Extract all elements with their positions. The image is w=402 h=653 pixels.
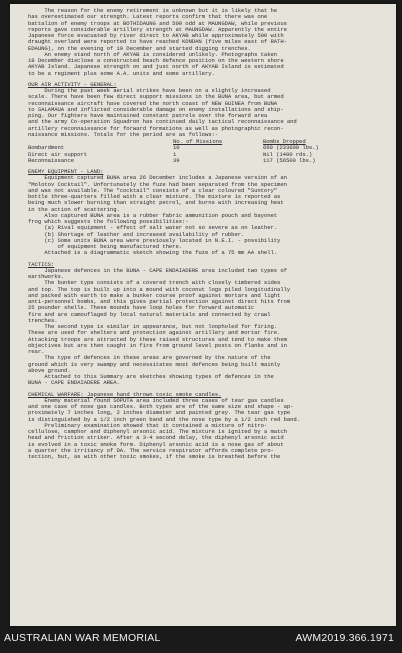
text-line: 18 December disclose a constructed beach defence position on the western shore xyxy=(28,58,284,64)
text-line: During the past week aerial strikes have been on a slightly increased xyxy=(28,88,271,94)
text-line: is distinguished by a 1/2 inch green band and the nose type by a 1/2 inch red band. xyxy=(28,416,300,423)
text-line: EDAUNG), on the evening of 19 December and started digging trenches. xyxy=(28,45,251,52)
tactics-heading: TACTICS: xyxy=(28,261,55,268)
text-line: Japanese force evacuated by river direct to AKYAB while approximately 500 with xyxy=(28,33,284,39)
tactics-section xyxy=(28,268,383,387)
document-page xyxy=(10,4,396,626)
text-line: and top. The top is built up into a mound with coconut logs piled longitudinally xyxy=(28,286,291,293)
chemical-warfare-section xyxy=(28,398,383,461)
text-line: reports gave considerable artillery strength at MAUNGDAW. Apparently the entire xyxy=(28,26,287,33)
text-line: is evolved in a toxic smoke form. Diphenyl arsonic acid is a nose gas of about xyxy=(28,441,284,448)
table-cell: Direct air support xyxy=(28,150,87,158)
text-line: trenches. xyxy=(28,317,58,324)
text-line: and packed with earth to make a bunker course proof against mortars and light xyxy=(28,292,281,299)
institution-label: AUSTRALIAN WAR MEMORIAL xyxy=(4,632,161,644)
intro-section xyxy=(28,8,383,77)
table-cell: Bombardment xyxy=(28,144,65,152)
text-line: (b) Shortage of leather and increased availability of rubber. xyxy=(28,231,245,238)
text-line: The second type is similar in appearance, but not loopholed for firing. xyxy=(28,324,278,330)
text-line: fire and are camouflaged by local natural materials and connected by crawl xyxy=(28,311,271,318)
text-line: An enemy stand north of AKYAB is considered unlikely. Photographs taken xyxy=(28,51,278,58)
text-line: to SALAMAUA and inflicted considerable damage on enemy installations and ship- xyxy=(28,106,284,113)
text-line: battalion of enemy troops at BOTHIDAUNG and 500 odd at MAUNGDAW, while previous xyxy=(28,20,287,27)
text-line: reconnaissance aircraft have covered the north coast of NEW GUINEA from BUNA xyxy=(28,100,278,107)
text-line: earthworks. xyxy=(28,274,65,280)
text-line: BUNA - CAPE ENDAIADERE AREA. xyxy=(28,380,120,387)
table-cell: 1 xyxy=(173,150,177,158)
text-line: The type of defences in these areas are governed by the nature of the xyxy=(28,355,271,362)
text-line: frog which suggests the following possibilities:- xyxy=(28,219,189,225)
table-cell: 10 xyxy=(173,144,180,152)
text-line: head and friction striker. After a 3-4 second delay, the diphenyl arsonic acid xyxy=(28,435,284,442)
archive-footer xyxy=(0,631,402,645)
text-line: Attached to this Summary are sketches showing types of defences in the xyxy=(28,374,274,380)
text-line: proximately 7 inches long, 2 inches diameter and painted grey. The tear gas type xyxy=(28,410,291,417)
table-header: No. of Missions xyxy=(173,138,223,145)
reference-number: AWM2019.366.1971 xyxy=(295,632,394,644)
text-line: to be a regiment plus some A.A. units and some artillery. xyxy=(28,70,215,77)
table-cell: Reconnaissance xyxy=(28,156,74,164)
table-cell: 660 (233600 lbs.) xyxy=(263,144,319,152)
text-line: and was not available. The "cocktail" consists of a clear coloured "Suntory" xyxy=(28,187,278,194)
text-line: "Molotov Cocktail". Unfortunately the fuze had been separated from the specimen xyxy=(28,181,287,188)
typed-text xyxy=(28,8,383,460)
text-line: rear. xyxy=(28,349,45,355)
text-line: naissance missions. Totals for the period are as follows:- xyxy=(28,131,219,138)
text-line: tection, but, as with other toxic smokes, if the smoke is breathed before the xyxy=(28,454,281,460)
text-line: Equipment captured BUNA area 26 December includes a Japanese version of an xyxy=(28,175,287,182)
text-line: being much slower burning than straight petrol, and burns with increasing heat xyxy=(28,200,284,207)
text-line: Enemy material found SOPUTA area included three cases of tear gas candles xyxy=(28,397,284,404)
text-line: in the action of scattering. xyxy=(28,206,120,213)
text-line: The bunker type consists of a covered trench with closely timbered sides xyxy=(28,280,281,287)
text-line: Preliminary examination showed that it contained a mixture of nitro- xyxy=(28,422,268,429)
text-line: Also captured BUNA area is a rubber fabric ammunition pouch and bayonet xyxy=(28,212,278,219)
enemy-equipment-heading: ENEMY EQUIPMENT - LAND: xyxy=(28,169,104,175)
text-line: bottle three-quarters filled with a clear mixture. The mixture is reported as xyxy=(28,194,281,200)
text-line: draught overland were reported to have reached KONDAN (five miles east of RATH- xyxy=(28,39,287,46)
table-cell: 39 xyxy=(173,156,180,164)
text-line: AKYAB Island. Japanese strength on and just north of AKYAB Island is estimated xyxy=(28,64,284,71)
text-line: scale. There have been few direct support missions in the BUNA area, but armed xyxy=(28,94,284,101)
air-activity-section xyxy=(28,88,383,138)
chemical-warfare-subject: Japanese hand thrown toxic smoke candles. xyxy=(83,391,222,398)
text-line: and the army Co-operation Squadron has continued daily tactical reconnaissance and xyxy=(28,119,297,126)
text-line: 25 pounder shells. These mounds have loop holes for forward automatic xyxy=(28,305,255,312)
chemical-warfare-heading: CHEMICAL WARFARE: xyxy=(28,391,84,398)
text-line: above ground. xyxy=(28,367,71,374)
table-header: Bombs Dropped xyxy=(263,138,306,145)
text-line: of equipment being manufactured there. xyxy=(28,244,183,250)
text-line: artillery reconnaissance for forward formations as well as photographic recon- xyxy=(28,125,284,132)
text-line: ping. Our fighters have maintained constant patrols over the forward area xyxy=(28,113,268,119)
text-line: Attacking troops are attracted by these raised structures and tend to make them xyxy=(28,336,287,343)
text-line: Japanese defences in the BUNA - CAPE ENDAIADERE area included two types of xyxy=(28,267,287,274)
text-line: a quarter the irritancy of DA. The service respirator affords complete pro- xyxy=(28,447,274,454)
text-line: Attached is a diagrammatic sketch showing the fuze of a 75 mm AA shell. xyxy=(28,250,278,257)
enemy-equipment-section xyxy=(28,175,383,256)
text-line: ground which is very swampy and necessitates most defences being built mainly xyxy=(28,361,281,368)
table-cell: Nil (1400 rds.) xyxy=(263,150,313,158)
text-line: objectives but are then caught in fire from ground level posts on flanks and in xyxy=(28,342,287,349)
table-cell: 117 (56500 lbs.) xyxy=(263,156,316,164)
text-line: (c) Some units BUNA area were previously located in N.E.I. - possibility xyxy=(28,237,281,244)
missions-table xyxy=(28,139,383,164)
text-line: and one case of nose gas candles. Both types are of the same size and shape - ap- xyxy=(28,404,294,410)
text-line: anti-personnel bombs, and this gives partial protection against direct hits from xyxy=(28,299,291,305)
air-activity-heading: OUR AIR ACTIVITY - GENERAL: xyxy=(28,81,117,88)
text-line: (a) Rival equipment - effect of salt water not so severe as on leather. xyxy=(28,225,278,232)
text-line: has overestimated our strength. Latest reports confirm that there was one xyxy=(28,14,268,21)
text-line: The reason for the enemy retirement is unknown but it is likely that he xyxy=(28,8,278,14)
text-line: cellulose, camphor and diphenyl arsonic acid. The mixture is ignited by a match xyxy=(28,429,287,435)
text-line: These are used for shelters and protection against artillery and mortar fire. xyxy=(28,330,281,337)
